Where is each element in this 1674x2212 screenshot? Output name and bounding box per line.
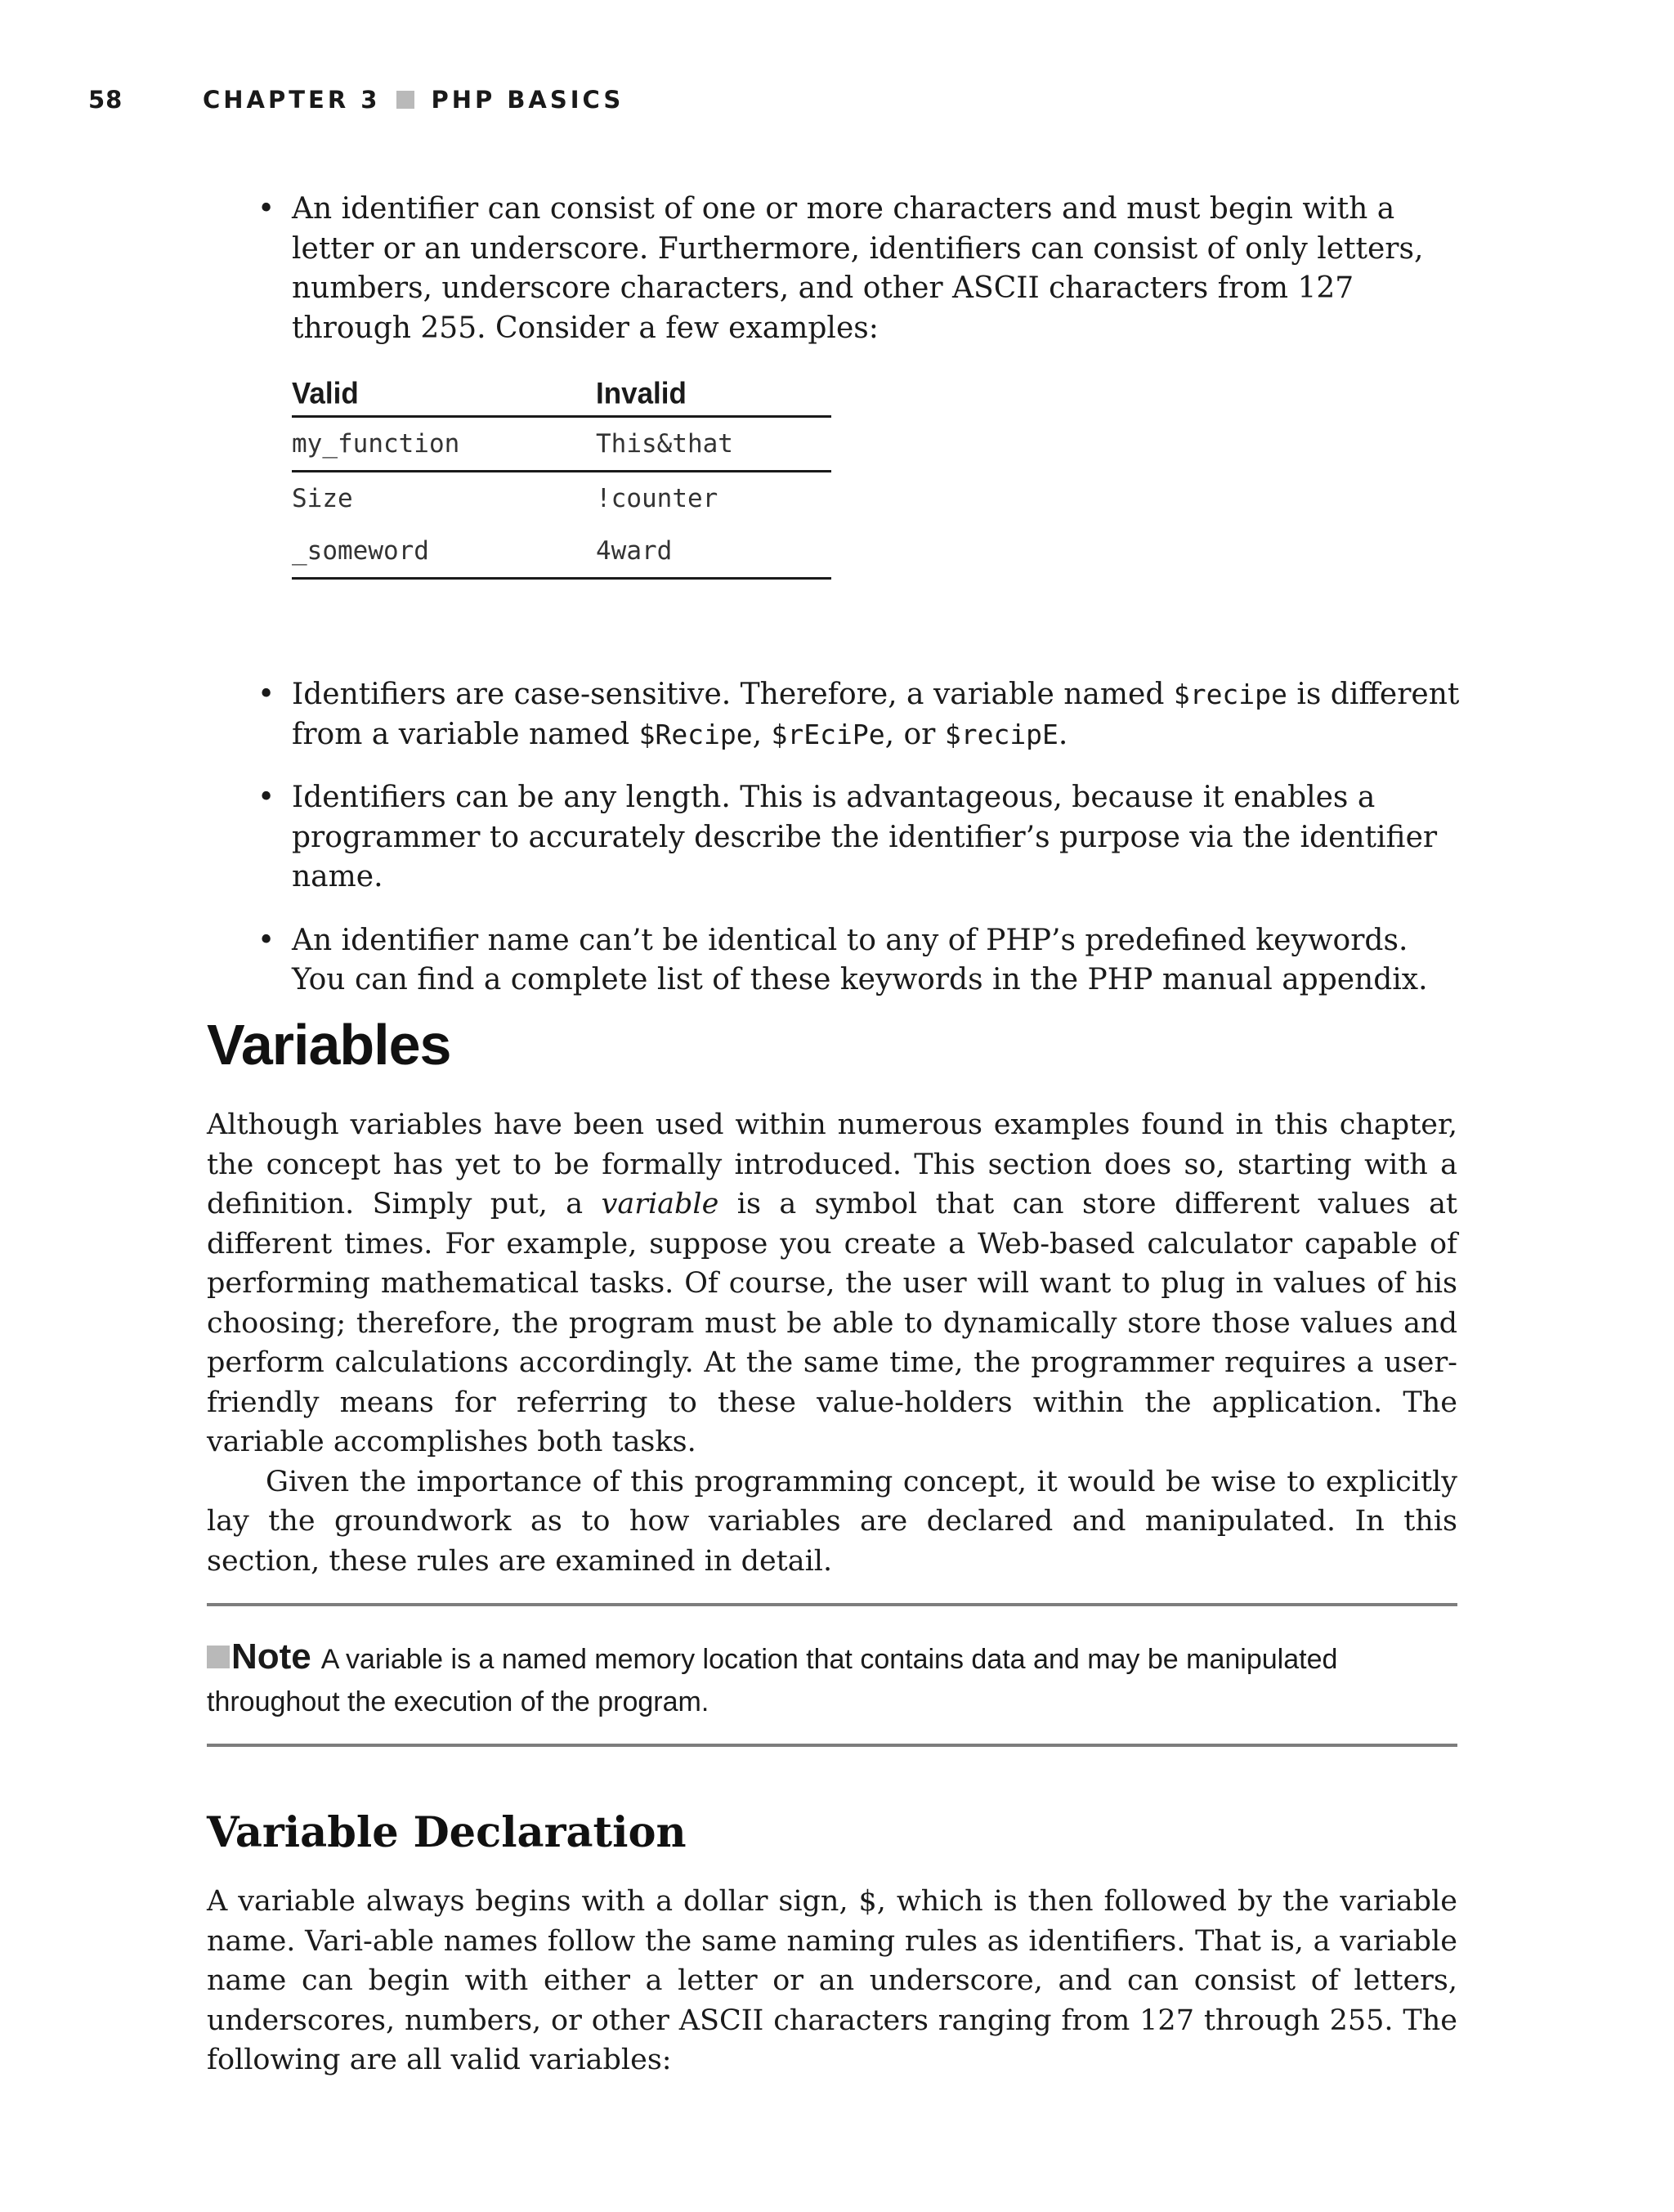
list-item: [257, 190, 1467, 348]
paragraph-text: is a symbol that can store different values at different times. For example, suppose you create a Web-based calculator capable of performing mathematical tasks. Of course, the user will want to plug in values of his choosing; therefore, the program must be able to dynamically store those values and perform calculations accordingly. At the same time, the programmer requires a user-friendly means for referring to these value-holders within the application. The variable accomplishes both tasks.: [207, 1188, 1457, 1458]
header-square-icon: [396, 91, 414, 109]
inline-code: $rEciPe: [771, 718, 885, 750]
note-text: A variable is a named memory location that contains data and may be manipulated throughout the execution of the program.: [207, 1644, 1338, 1717]
paragraph: [207, 1105, 1457, 1462]
list-item: [257, 921, 1467, 1001]
inline-code: $recipe: [1173, 678, 1287, 710]
column-header-valid: Valid: [292, 377, 596, 418]
note-square-icon: [207, 1646, 230, 1668]
section-heading-variables: Variables: [207, 1013, 451, 1077]
bullet-text: , or: [884, 717, 945, 751]
table-cell: _someword: [292, 525, 596, 579]
table-row: [292, 472, 831, 526]
table-cell: my_function: [292, 417, 596, 472]
list-item: [257, 778, 1467, 898]
bullet-text: An identifier can consist of one or more characters and must begin with a letter or an underscore. Furthermore, identifiers can consist of only letters, numbers, underscore characters, and other ASCII characters from 127 through 255. Consider a few examples:: [292, 192, 1424, 345]
table-row: [292, 417, 831, 472]
note-box: [207, 1603, 1457, 1747]
bullet-text: Identifiers are case-sensitive. Therefore, a variable named: [292, 678, 1174, 711]
inline-code: $Recipe: [638, 718, 753, 750]
chapter-label: CHAPTER 3: [203, 86, 381, 114]
page-number: 58: [88, 86, 123, 114]
running-header: [88, 82, 624, 118]
bullet-text: Identifiers can be any length. This is advantageous, because it enables a programmer to accurately describe the identifier’s purpose via the identifier name.: [292, 781, 1438, 893]
paragraph: Given the importance of this programming concept, it would be wise to explicitly lay the groundwork as to how variables are declared and manipulated. In this section, these rules are examined in detail.: [207, 1465, 1457, 1578]
bullet-icon: •: [257, 923, 275, 957]
note-label: Note: [231, 1637, 311, 1677]
table-cell: !counter: [596, 484, 718, 513]
variables-body: [207, 1105, 1457, 1581]
paragraph: A variable always begins with a dollar sign, $, which is then followed by the variable name. Vari-able names follow the same naming rules as identifiers. That is, a variable name can begin with either a letter or an underscore, and can consist of letters, underscores, numbers, or other ASCII characters ranging from 127 through 255. The following are all valid variables:: [207, 1885, 1457, 2076]
bullet-icon: •: [257, 192, 275, 226]
bullet-list-middle: [257, 675, 1467, 1024]
column-header-invalid: Invalid: [596, 377, 831, 418]
identifier-examples-table: [292, 378, 831, 580]
table-row: [292, 525, 831, 579]
section-heading-variable-declaration: Variable Declaration: [207, 1808, 687, 1857]
bullet-text: is different from a variable named: [292, 678, 1460, 751]
bullet-text: An identifier name can’t be identical to any of PHP’s predefined keywords. You can find a complete list of these keywords in the PHP manual appendix.: [292, 923, 1428, 996]
bullet-icon: •: [257, 781, 275, 814]
emphasis-term: variable: [601, 1188, 719, 1220]
table-cell: This&that: [596, 417, 831, 472]
list-item: [257, 675, 1467, 754]
bullet-icon: •: [257, 678, 275, 711]
bullet-text: ,: [752, 717, 772, 751]
inline-code: $recipE: [944, 718, 1059, 750]
bullet-list-top: [257, 190, 1467, 372]
bullet-text: .: [1058, 717, 1068, 751]
note-content: [207, 1636, 1457, 1723]
declaration-body: [207, 1882, 1457, 2080]
table-header-row: [292, 378, 831, 417]
section-label: PHP BASICS: [431, 86, 624, 114]
paragraph-text: Although variables have been used within numerous examples found in this chapter, the concept has yet to be formally introduced. This section does so, starting with a definition. Simply put, a: [207, 1108, 1457, 1220]
table-cell: 4ward: [596, 525, 831, 579]
table-cell: Size: [292, 484, 353, 513]
